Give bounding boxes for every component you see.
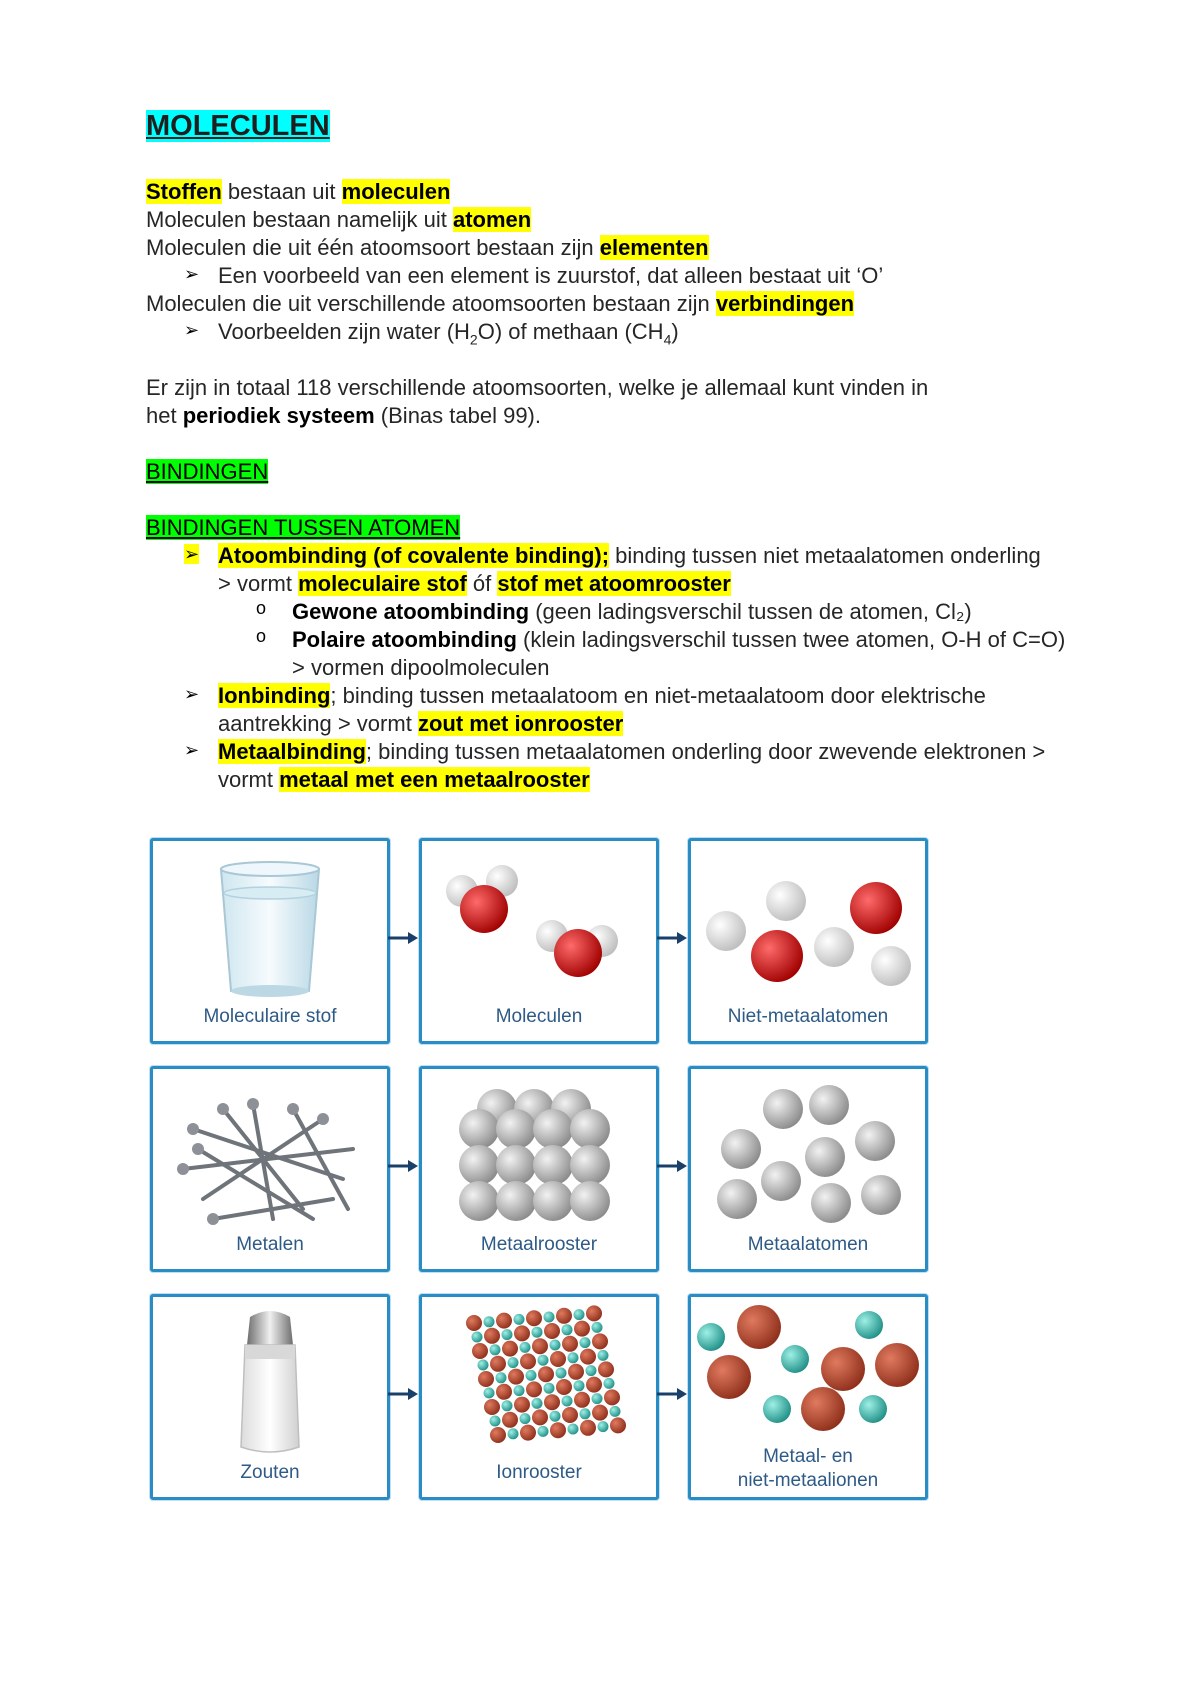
lattice-ion — [508, 1428, 519, 1439]
lattice-ion — [466, 1315, 482, 1331]
bullet-arrow-icon: ➢ — [184, 320, 200, 340]
polaire-line-2: > vormen dipoolmoleculen — [292, 655, 550, 680]
lattice-ion — [544, 1394, 560, 1410]
ionbinding-line-2: aantrekking > vormt zout met ionrooster — [218, 711, 624, 736]
lattice-ion — [604, 1389, 620, 1405]
intro-bullet-2: Voorbeelden zijn water $(H_2O)$ of methaan $(CH_4)$ — [218, 319, 679, 348]
lattice-ion — [562, 1396, 573, 1407]
lattice-ion — [586, 1377, 602, 1393]
lattice-ion — [592, 1322, 603, 1333]
lattice-ion — [586, 1305, 602, 1321]
label-zouten: Zouten — [240, 1462, 300, 1483]
panel-metalen — [150, 1066, 390, 1272]
lattice-ion — [520, 1413, 531, 1424]
lattice-ion — [550, 1411, 561, 1422]
lattice-ion — [502, 1341, 518, 1357]
lattice-ion — [514, 1385, 525, 1396]
bullet-arrow-icon: ➢ — [184, 740, 200, 760]
lattice-ion — [478, 1371, 494, 1387]
lattice-ion — [574, 1392, 590, 1408]
lattice-ion — [532, 1398, 543, 1409]
atoombinding-item: Atoombinding (of covalente binding); binding tussen niet metaalatomen onderling — [218, 543, 1041, 568]
lattice-ion — [568, 1424, 579, 1435]
label-moleculaire-stof: Moleculaire stof — [203, 1006, 337, 1027]
label-niet-metaalatomen: Niet-metaalatomen — [727, 1006, 889, 1027]
gewone-atoombinding: Gewone atoombinding (geen ladingsverschil tussen de atomen, Cl₂) — [292, 599, 972, 624]
lattice-ion — [526, 1370, 537, 1381]
lattice-ion — [580, 1337, 591, 1348]
lattice-ion — [592, 1405, 608, 1421]
lattice-ion — [484, 1316, 495, 1327]
lattice-ion — [514, 1314, 525, 1325]
arrow-right-icon — [655, 928, 689, 948]
lattice-ion — [538, 1426, 549, 1437]
lattice-ion — [568, 1364, 584, 1380]
label-metaalrooster: Metaalrooster — [480, 1234, 598, 1255]
lattice-ion — [544, 1383, 555, 1394]
lattice-ion — [556, 1368, 567, 1379]
bullet-arrow-icon: ➢ — [184, 684, 200, 704]
lattice-ion — [544, 1312, 555, 1323]
lattice-ion — [550, 1351, 566, 1367]
lattice-ion — [580, 1408, 591, 1419]
label-metaalatomen: Metaalatomen — [747, 1234, 869, 1255]
page-title: MOLECULEN — [146, 110, 330, 142]
label-moleculen: Moleculen — [495, 1006, 583, 1027]
lattice-ion — [574, 1309, 585, 1320]
intro-line-4: Moleculen die uit verschillende atoomsoorten bestaan zijn verbindingen — [146, 291, 855, 316]
label-niet-metaalionen: niet-metaalionen — [737, 1470, 879, 1491]
lattice-ion — [532, 1338, 548, 1354]
lattice-ion — [556, 1308, 572, 1324]
section-heading-bindingen: BINDINGEN — [146, 459, 269, 484]
lattice-ion — [526, 1310, 542, 1326]
lattice-ion — [610, 1406, 621, 1417]
lattice-ion — [598, 1350, 609, 1361]
lattice-ion — [604, 1378, 615, 1389]
lattice-ion — [490, 1344, 501, 1355]
paragraph-line-1: Er zijn in totaal 118 verschillende atoomsoorten, welke je allemaal kunt vinden in — [146, 375, 929, 400]
label-metaal-en: Metaal- en — [763, 1446, 853, 1467]
section-subheading: BINDINGEN TUSSEN ATOMEN — [146, 515, 461, 540]
panel-metaalatomen — [688, 1066, 928, 1272]
lattice-ion — [580, 1420, 596, 1436]
lattice-ion — [592, 1333, 608, 1349]
label-ionrooster: Ionrooster — [496, 1462, 582, 1483]
panel-zouten — [150, 1294, 390, 1500]
intro-line-3: Moleculen die uit één atoomsoort bestaan zijn elementen — [146, 235, 709, 260]
panel-ionrooster — [419, 1294, 659, 1500]
lattice-ion — [502, 1400, 513, 1411]
lattice-ion — [514, 1397, 530, 1413]
intro-line-1: Stoffen bestaan uit moleculen — [146, 179, 451, 204]
panel-moleculen — [419, 838, 659, 1044]
circle-bullet-icon: o — [256, 598, 267, 618]
lattice-ion — [484, 1328, 500, 1344]
lattice-ion — [556, 1379, 572, 1395]
lattice-ion — [610, 1417, 626, 1433]
lattice-ion — [580, 1349, 596, 1365]
arrow-right-icon — [386, 1384, 420, 1404]
lattice-ion — [490, 1416, 501, 1427]
lattice-ion — [592, 1393, 603, 1404]
lattice-ion — [562, 1324, 573, 1335]
panel-metaal-en-niet-metaalionen — [688, 1294, 928, 1500]
lattice-ion — [598, 1421, 609, 1432]
atoombinding-line-2: > vormt moleculaire stof óf stof met atoomrooster — [218, 571, 731, 596]
bullet-arrow-icon: ➢ — [184, 544, 200, 564]
lattice-ion — [490, 1356, 506, 1372]
lattice-ion — [484, 1388, 495, 1399]
metaalbinding-line-2: vormt metaal met een metaalrooster — [218, 767, 590, 792]
lattice-ion — [586, 1365, 597, 1376]
lattice-ion — [526, 1381, 542, 1397]
lattice-ion — [598, 1361, 614, 1377]
panel-moleculaire-stof — [150, 838, 390, 1044]
lattice-ion — [484, 1399, 500, 1415]
lattice-ion — [568, 1352, 579, 1363]
panel-metaalrooster — [419, 1066, 659, 1272]
lattice-ion — [520, 1425, 536, 1441]
lattice-ion — [538, 1355, 549, 1366]
lattice-ion — [496, 1313, 512, 1329]
lattice-ion — [502, 1412, 518, 1428]
arrow-right-icon — [386, 928, 420, 948]
lattice-ion — [520, 1353, 536, 1369]
lattice-ion — [532, 1327, 543, 1338]
circle-bullet-icon: o — [256, 626, 267, 646]
lattice-ion — [496, 1384, 512, 1400]
label-metalen: Metalen — [236, 1234, 304, 1255]
paragraph-line-2: het periodiek systeem (Binas tabel 99). — [146, 403, 541, 428]
polaire-atoombinding: Polaire atoombinding (klein ladingsverschil tussen twee atomen, O-H of C=O) — [292, 627, 1066, 652]
lattice-ion — [478, 1360, 489, 1371]
lattice-ion — [574, 1321, 590, 1337]
lattice-ion — [508, 1369, 524, 1385]
arrow-right-icon — [655, 1384, 689, 1404]
lattice-ion — [472, 1332, 483, 1343]
ionbinding-item: Ionbinding; binding tussen metaalatoom en niet-metaalatoom door elektrische — [218, 683, 986, 708]
lattice-ion — [550, 1422, 566, 1438]
lattice-ion — [550, 1340, 561, 1351]
lattice-ion — [514, 1325, 530, 1341]
lattice-ion — [490, 1427, 506, 1443]
lattice-ion — [544, 1323, 560, 1339]
lattice-ion — [574, 1380, 585, 1391]
lattice-ion — [562, 1336, 578, 1352]
panel-niet-metaalatomen — [688, 838, 928, 1044]
lattice-ion — [508, 1357, 519, 1368]
arrow-right-icon — [386, 1156, 420, 1176]
lattice-ion — [562, 1407, 578, 1423]
metaalbinding-item: Metaalbinding; binding tussen metaalatomen onderling door zwevende elektronen > — [218, 739, 1046, 764]
intro-line-2: Moleculen bestaan namelijk uit atomen — [146, 207, 532, 232]
lattice-ion — [472, 1343, 488, 1359]
lattice-ion — [496, 1372, 507, 1383]
bullet-arrow-icon: ➢ — [184, 264, 200, 284]
lattice-ion — [538, 1366, 554, 1382]
arrow-right-icon — [655, 1156, 689, 1176]
lattice-ion — [502, 1329, 513, 1340]
lattice-ion — [520, 1342, 531, 1353]
lattice-ion — [532, 1409, 548, 1425]
intro-bullet-1: Een voorbeeld van een element is zuurstof, dat alleen bestaat uit ‘O’ — [218, 263, 884, 288]
